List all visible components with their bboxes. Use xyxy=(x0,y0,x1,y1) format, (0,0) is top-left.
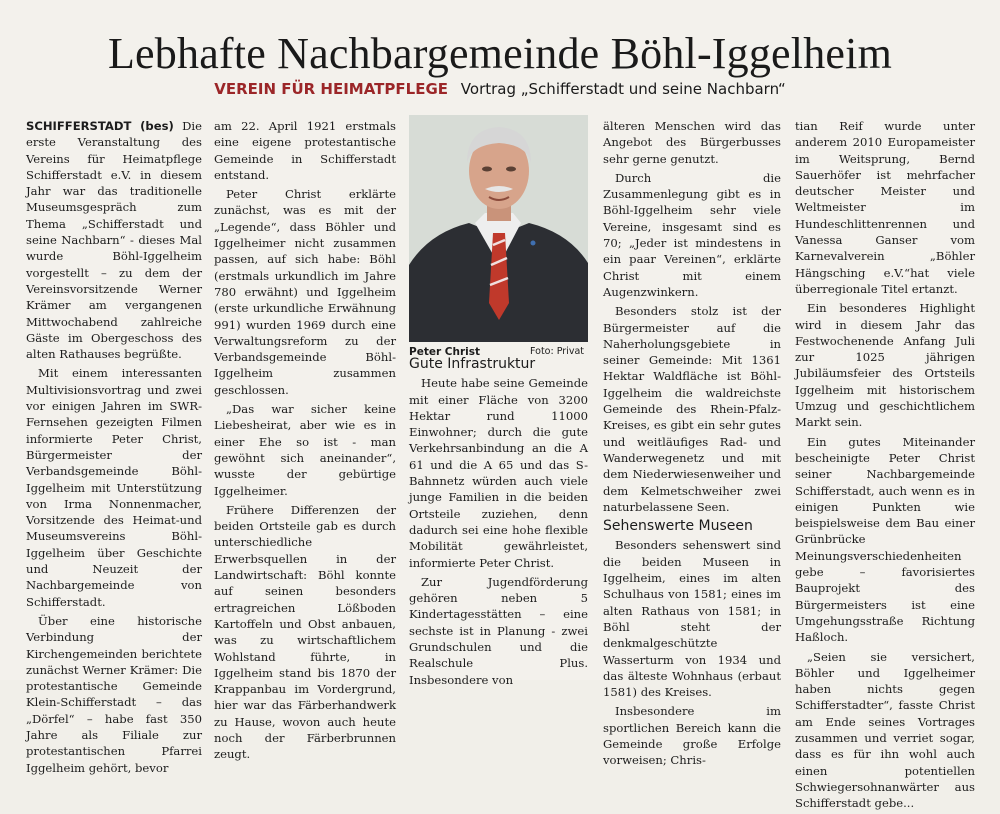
headline: Lebhafte Nachbargemeinde Böhl-Iggelheim xyxy=(107,29,892,78)
paragraph: „Seien sie versichert, Böhler und Iggelheimer haben nichts gegen Schifferstadter“, fasste Christ am Ende seines Vortrages zusammen und verriet sogar, dass es für ihn wohl auch einen potentiellen Schwiegersohnanwärter aus Schifferstadt gebe... xyxy=(795,649,975,811)
paragraph: Besonders stolz ist der Bürgermeister auf die Naherholungsgebiete in seiner Gemeinde: Mit 1361 Hektar Waldfläche ist Böhl-Iggelheim die waldreichste Gemeinde des Rhein-Pfalz-Kreises, es gibt ein sehr gutes und weitläufiges Rad- und Wanderwegenetz und mit dem Niederwiesenweiher und dem Kelmetschweiher zwei naturbelassene Seen. xyxy=(603,304,781,514)
paragraph: tian Reif wurde unter anderem 2010 Europameister im Weitsprung, Bernd Sauerhöfer ist mehrfacher deutscher Meister und Weltmeister im Hundeschlittenrennen und Vanessa Ganser vom Karnevalverein „Böhler Hängsching e.V.“hat viele überregionale Titel ertanzt. xyxy=(795,119,975,296)
paragraph: „Das war sicher keine Liebesheirat, aber wie es in einer Ehe so ist - man gewöhnt sich aneinander“, wusste der gebürtige Iggelheimer. xyxy=(214,402,396,498)
paragraph: Heute habe seine Gemeinde mit einer Fläche von 3200 Hektar rund 11000 Einwohner; durch die gute Verkehrsanbindung an die A 61 und die A 65 und das S-Bahnnetz würden auch viele junge Familien in die beiden Ortsteile zuziehen, denn dadurch sei eine hohe flexible Mobilität gewährleistet, informierte Peter Christ. xyxy=(409,376,588,570)
subhead xyxy=(0,80,1000,98)
paragraph: älteren Menschen wird das Angebot des Bürgerbusses sehr gerne genutzt. xyxy=(603,119,781,166)
subhead-kicker: VEREIN FÜR HEIMATPFLEGE xyxy=(214,80,449,98)
caption-credit: Foto: Privat xyxy=(530,346,584,357)
paragraph: Besonders sehenswert sind die beiden Museen in Iggelheim, eines im alten Schulhaus von 1581; eines im alten Rathaus von 1581; in Böhl steht der denkmalgeschützte Wasserturm von 1934 und das älteste Wohnhaus (erbaut 1581) des Kreises. xyxy=(603,538,781,700)
article-column-2 xyxy=(214,118,396,766)
portrait-photo xyxy=(409,115,588,342)
portrait-illustration xyxy=(409,115,588,342)
section-heading-infrastruktur: Gute Infrastruktur xyxy=(409,356,536,372)
paragraph: Ein gutes Miteinander bescheinigte Peter Christ seiner Nachbargemeinde Schifferstadt, auch wenn es in einigen Punkten wie beispielsweise dem Bau einer Grünbrücke Meinungsverschiedenheiten gebe – favorisiertes Bauprojekt des Bürgermeisters ist eine Umgehungsstraße Richtung Haßloch. xyxy=(795,434,975,645)
article-column-5 xyxy=(795,118,975,814)
article-column-3 xyxy=(409,356,588,691)
subhead-text: Vortrag „Schifferstadt und seine Nachbarn“ xyxy=(460,80,786,98)
paragraph: Durch die Zusammenlegung gibt es in Böhl-Iggelheim sehr viele Vereine, insgesamt sind es 70; „Jeder ist mindestens in ein paar Vereinen“, erklärte Christ mit einem Augenzwinkern. xyxy=(603,170,781,299)
dateline: SCHIFFERSTADT (bes) xyxy=(26,119,174,133)
paragraph: Insbesondere im sportlichen Bereich kann die Gemeinde große Erfolge vorweisen; Chris- xyxy=(603,704,781,768)
article-column-4 xyxy=(603,118,781,772)
paragraph: Frühere Differenzen der beiden Ortsteile gab es durch unterschiedliche Erwerbsquellen in der Landwirtschaft: Böhl konnte auf seinen besonders ertragreichen Lößboden Kartoffeln und Obst anbauen, was zu wirtschaftlichem Wohlstand führte, in Iggelheim stand bis 1870 der Krappanbau im Vordergrund, hier war das Färberhandwerk zu Hause, wovon auch heute noch der Färberbrunnen zeugt. xyxy=(214,502,396,762)
paragraph: Peter Christ erklärte zunächst, was es mit der „Legende“, dass Böhler und Iggelheimer nicht zusammen passen, auf sich habe: Böhl (erstmals urkundlich im Jahre 780 erwähnt) und Iggelheim (erste urkundliche Erwähnung 991) wurden 1969 durch eine Verwaltungsreform zu der Verbandsgemeinde Böhl-Iggelheim zusammen geschlossen. xyxy=(214,187,396,397)
paragraph: Zur Jugendförderung gehören neben 5 Kindertagesstätten – eine sechste ist in Planung - zwei Grundschulen und die Realschule Plus. Insbesondere von xyxy=(409,574,588,687)
article-column-1 xyxy=(26,118,202,779)
paragraph: SCHIFFERSTADT (bes) Die erste Veranstaltung des Vereins für Heimatpflege Schifferstadt e.V. in diesem Jahr war das traditionelle Museumsgespräch zum Thema „Schifferstadt und seine Nachbarn“ - dieses Mal wurde Böhl-Iggelheim vorgestellt – zu dem der Vereinsvorsitzende Werner Krämer am vergangenen Mittwochabend zahlreiche Gäste im Obergeschoss des alten Rathauses begrüßte. xyxy=(26,119,202,362)
paragraph: Ein besonderes Highlight wird in diesem Jahr das Festwochenende Anfang Juli zur 1025 jährigen Jubiläumsfeier des Ortsteils Iggelheim mit historischem Umzug und geschichtlichem Markt sein. xyxy=(795,301,975,430)
caption-name: Peter Christ xyxy=(409,346,481,358)
section-heading-museen: Sehenswerte Museen xyxy=(603,518,753,535)
paragraph: Über eine historische Verbindung der Kirchengemeinden berichtete zunächst Werner Krämer: Die protestantische Gemeinde Klein-Schifferstadt – das „Dörfel“ – habe fast 350 Jahre als Filiale zur protestantischen Pfarrei Iggelheim gehört, bevor xyxy=(26,613,202,775)
paragraph: am 22. April 1921 erstmals eine eigene protestantische Gemeinde in Schifferstadt entstand. xyxy=(214,119,396,182)
paragraph: Mit einem interessanten Multivisionsvortrag und zwei vor einigen Jahren im SWR-Fernsehen gezeigten Filmen informierte Peter Christ, Bürgermeister der Verbandsgemeinde Böhl-Iggelheim mit Unterstützung von Irma Nonnenmacher, Vorsitzende des Heimat-und Museumsvereins Böhl-Iggelheim über Geschichte und Neuzeit der Nachbargemeinde von Schifferstadt. xyxy=(26,366,202,609)
